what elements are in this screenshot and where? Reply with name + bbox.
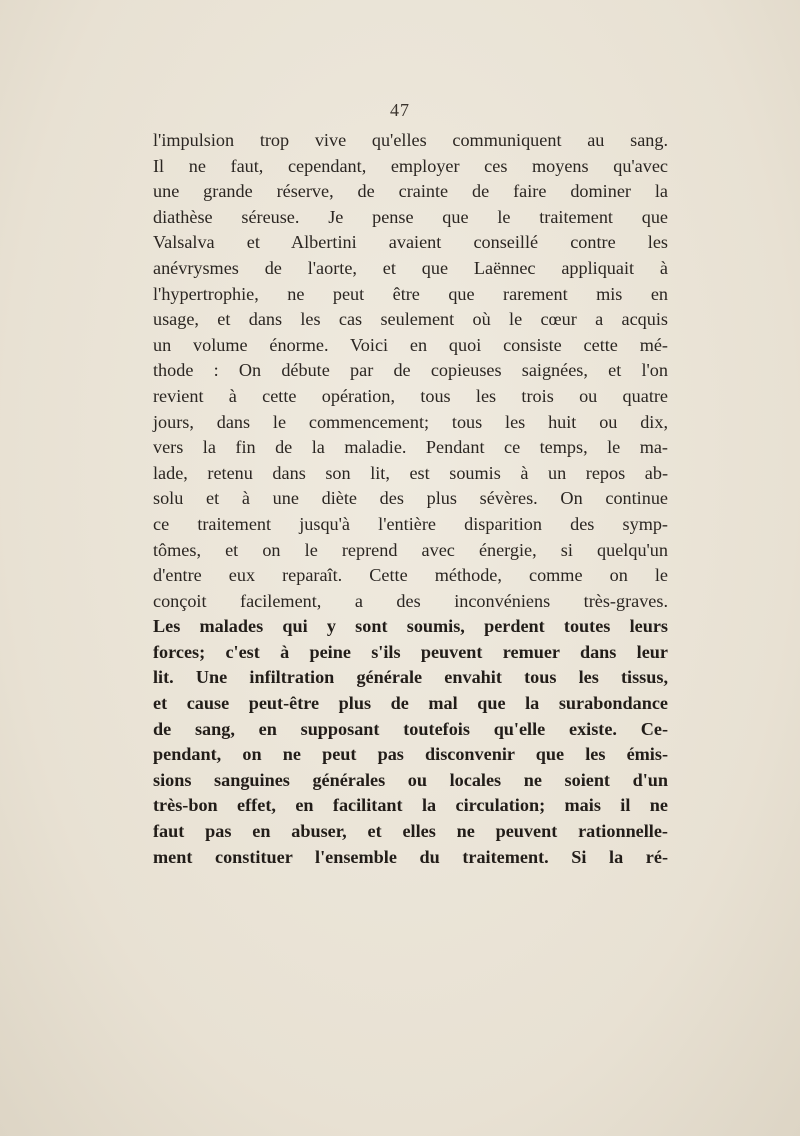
text-line: vers la fin de la maladie. Pendant ce temps, le ma- [153,437,668,458]
text-line: jours, dans le commencement; tous les huit ou dix, [153,411,668,432]
text-line: tômes, et on le reprend avec énergie, si quelqu'un [153,539,668,560]
text-line: Les malades qui y sont soumis, perdent toutes leurs [153,616,668,637]
page-number: 47 [390,100,410,120]
text-line: l'hypertrophie, ne peut être que rarement mis en [153,283,668,304]
text-line: de sang, en supposant toutefois qu'elle existe. Ce- [153,718,668,739]
text-line: ment constituer l'ensemble du traitement. Si la ré- [153,846,668,867]
text-line: faut pas en abuser, et elles ne peuvent rationnelle- [153,821,668,842]
text-line: sions sanguines générales ou locales ne soient d'un [153,769,668,790]
text-line: pendant, on ne peut pas disconvenir que les émis- [153,744,668,765]
text-line: ce traitement jusqu'à l'entière disparition des symp- [153,513,668,534]
text-line: Valsalva et Albertini avaient conseillé contre les [153,232,668,253]
text-line: et cause peut-être plus de mal que la surabondance [153,693,668,714]
text-line: très-bon effet, en facilitant la circulation; mais il ne [153,795,668,816]
text-line: lade, retenu dans son lit, est soumis à un repos ab- [153,462,668,483]
text-line: anévrysmes de l'aorte, et que Laënnec appliquait à [153,257,668,278]
text-line: diathèse séreuse. Je pense que le traitement que [153,206,668,227]
text-line: usage, et dans les cas seulement où le cœur a acquis [153,309,668,330]
text-line: une grande réserve, de crainte de faire dominer la [153,181,668,202]
text-line: conçoit facilement, a des inconvéniens très-graves. [153,590,668,611]
text-line: un volume énorme. Voici en quoi consiste cette mé- [153,334,668,355]
text-line: l'impulsion trop vive qu'elles communiquent au sang. [153,130,668,150]
text-line: solu et à une diète des plus sévères. On continue [153,488,668,509]
text-line: thode : On débute par de copieuses saignées, et l'on [153,360,668,381]
text-line: forces; c'est à peine s'ils peuvent remuer dans leur [153,641,668,662]
text-line: Il ne faut, cependant, employer ces moyens qu'avec [153,155,668,176]
text-line: lit. Une infiltration générale envahit tous les tissus, [153,667,668,688]
text-line: revient à cette opération, tous les trois ou quatre [153,385,668,406]
body-text [153,128,668,870]
text-line: d'entre eux reparaît. Cette méthode, comme on le [153,565,668,586]
